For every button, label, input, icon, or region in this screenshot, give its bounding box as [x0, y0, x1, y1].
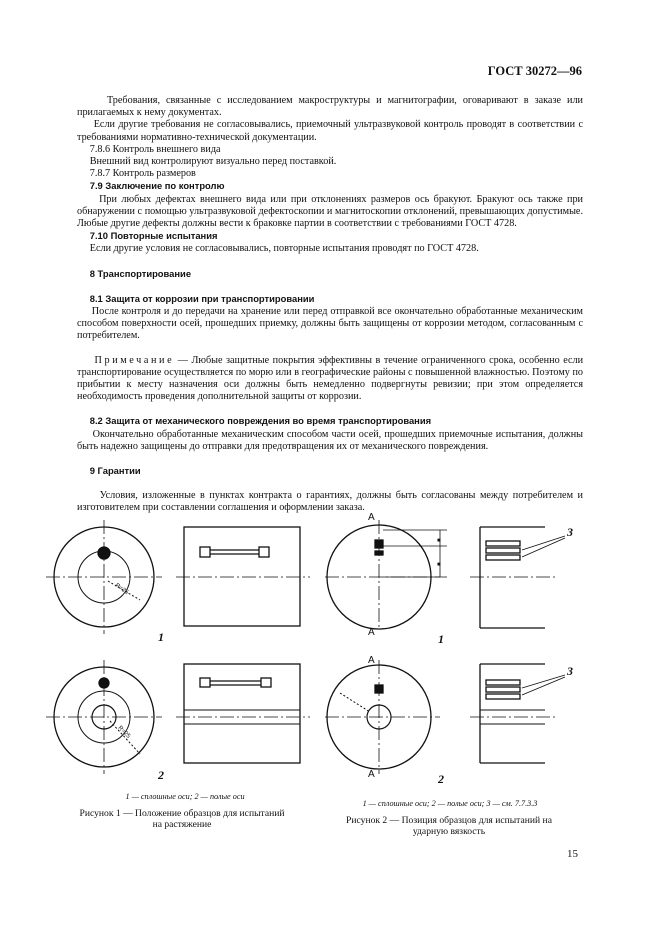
fig1-legend: 1 — сплошные оси; 2 — полые оси [125, 792, 245, 801]
fig2-label-3b: 3 [567, 664, 573, 678]
fig2-hollow-side-view [470, 664, 565, 763]
heading-text: 8.2 Защита от механического повреждения во время транспортирования [89, 415, 432, 427]
paragraph-text: После контроля и до передачи на хранение или перед отправкой все окончательно обработанные механическим способом поверхности осей, прошедших приемку, должны быть защищены от коррозии методом, согласованным с потребителем. [77, 306, 584, 342]
paragraph-text: При любых дефектах внешнего вида или при отклонениях размеров ось бракуют. Бракуют ось также при обнаружении с помощью ультразвуковой дефектоскопии и магнитоскопии отклонений, превышающих допустимые. Любые другие дефекты должны вести к браковке партии в соответствии с требованиями ГОСТ 4728. [77, 193, 584, 230]
fig2-label-1: 1 [438, 632, 444, 646]
fig2-solid-end-view [325, 520, 447, 630]
fig2-section-mark-top-hollow: A [368, 655, 375, 666]
fig1-hollow-end-view [46, 660, 162, 774]
page-number: 15 [567, 848, 578, 860]
paragraph-text: Условия, изложенные в пунктах контракта о гарантиях, должны быть согласованы между потребителем и изготовителем при составлении соглашения и оформлении заказа. [77, 490, 584, 514]
fig1-solid-side-view [176, 527, 310, 626]
heading-text: 9 Гарантии [89, 465, 141, 477]
fig1-hollow-side-view [176, 664, 310, 763]
heading-text: 7.10 Повторные испытания [89, 230, 218, 242]
fig1-caption-line1: Рисунок 1 — Положение образцов для испытаний [79, 808, 285, 819]
fig1-solid-end-view [46, 520, 162, 634]
standard-header: ГОСТ 30272—96 [487, 64, 582, 78]
paragraph-text: Если другие требования не согласовывались, приемочный ультразвуковой контроль проводят в соответствии с требованиями нормативно-технической документации. [77, 119, 583, 143]
svg-text:R=25: R=25 [113, 582, 130, 596]
fig2-caption-line1: Рисунок 2 — Позиция образцов для испытаний на [346, 815, 552, 826]
fig1-label-2: 2 [158, 768, 164, 782]
fig2-section-mark-bottom-hollow: A [368, 769, 375, 780]
fig2-solid-side-view [470, 527, 565, 628]
heading-text: 8.1 Защита от коррозии при транспортировании [89, 292, 315, 304]
paragraph-text: Окончательно обработанные механическим способом части осей, прошедших приемочные испытания, должны быть надежно защищены до отправки для предотвращения их от механического повреждения. [77, 428, 583, 452]
heading-text: 8 Транспортирование [89, 267, 192, 279]
paragraph-text: Внешний вид контролируют визуально перед поставкой. [89, 156, 337, 168]
paragraph-text: 7.8.7 Контроль размеров [89, 168, 196, 180]
fig2-caption-line2: ударную вязкость [412, 826, 486, 837]
paragraph-text: Если другие условия не согласовывались, повторные испытания проводят по ГОСТ 4728. [89, 243, 479, 255]
paragraph-text: Требования, связанные с исследованием макроструктуры и магнитографии, оговаривают в заказе или прилагаемых к нему документах. [77, 95, 583, 119]
fig1-label-1: 1 [158, 630, 164, 644]
fig2-section-mark-bottom: A [368, 627, 375, 638]
paragraph-text: 7.8.6 Контроль внешнего вида [89, 143, 221, 155]
fig2-section-mark-top: A [368, 512, 375, 523]
heading-text: 7.9 Заключение по контролю [89, 180, 225, 192]
svg-text:■: ■ [437, 562, 441, 568]
note-lead: Примечание [94, 354, 175, 366]
note-text: — Любые защитные покрытия эффективны в течение ограниченного срока, особенно если транспортирование осуществляется по морю или в географические районы с повышенной влажностью. Поэтому по прибытии к месту назначения оси должны быть немедленно подвергнуты ревизии; при этом определяется необходимость проведения дополнительной защиты от коррозии. [77, 354, 584, 403]
fig2-legend: 1 — сплошные оси; 2 — полые оси; 3 — см. 7.7.3.3 [362, 799, 538, 808]
fig2-label-3a: 3 [567, 525, 573, 539]
fig2-hollow-end-view [325, 660, 440, 774]
svg-text:R=25: R=25 [116, 725, 132, 740]
fig1-caption-line2: на растяжение [152, 819, 212, 830]
fig2-label-2: 2 [438, 772, 444, 786]
svg-text:■: ■ [437, 538, 441, 544]
